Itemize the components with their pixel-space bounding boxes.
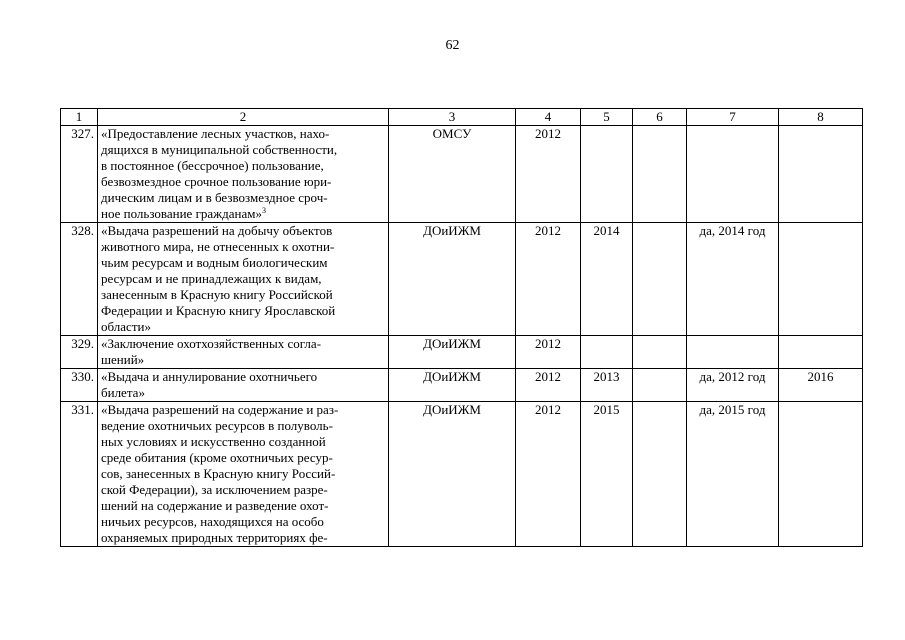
electronic-form-year — [687, 126, 779, 223]
row-number: 328. — [61, 223, 98, 336]
service-name-line: чьим ресурсам и водным биологическим — [101, 255, 328, 270]
service-name-line: животного мира, не отнесенных к охотни- — [101, 239, 335, 254]
column-header: 2 — [98, 109, 389, 126]
footnote-mark: 3 — [262, 206, 266, 215]
year-col-5: 2015 — [581, 402, 633, 547]
service-name-line: сов, занесенных в Красную книгу Россий- — [101, 466, 336, 481]
table-row — [61, 402, 863, 547]
service-name — [98, 402, 389, 547]
year-col-8 — [779, 126, 863, 223]
service-name-line: «Заключение охотхозяйственных согла- — [101, 336, 322, 351]
col-6 — [633, 369, 687, 402]
service-name-line: дическим лицам и в безвозмездное сроч- — [101, 190, 328, 205]
service-name-line: ничьих ресурсов, находящихся на особо — [101, 514, 324, 529]
service-name-line: «Выдача и аннулирование охотничьего — [101, 369, 318, 384]
service-name — [98, 223, 389, 336]
responsible-body: ДОиИЖМ — [389, 223, 516, 336]
column-header: 6 — [633, 109, 687, 126]
electronic-form-year: да, 2012 год — [687, 369, 779, 402]
year-col-8 — [779, 402, 863, 547]
responsible-body: ДОиИЖМ — [389, 402, 516, 547]
service-name-line: области» — [101, 319, 151, 334]
service-name-line: шений на содержание и разведение охот- — [101, 498, 329, 513]
year-col-5: 2014 — [581, 223, 633, 336]
service-name-line: «Предоставление лесных участков, нахо- — [101, 126, 330, 141]
col-6 — [633, 336, 687, 369]
service-name-line: шений» — [101, 352, 145, 367]
service-name-line: «Выдача разрешений на добычу объектов — [101, 223, 333, 238]
year-col-8: 2016 — [779, 369, 863, 402]
responsible-body: ДОиИЖМ — [389, 336, 516, 369]
column-header: 7 — [687, 109, 779, 126]
column-header: 5 — [581, 109, 633, 126]
table-header-row — [61, 109, 863, 126]
service-name-line: среде обитания (кроме охотничьих ресур- — [101, 450, 333, 465]
col-6 — [633, 126, 687, 223]
year-col-8 — [779, 223, 863, 336]
service-name-line: ное пользование гражданам» — [101, 206, 262, 221]
col-6 — [633, 223, 687, 336]
page-number: 62 — [445, 38, 460, 53]
service-name-line: билета» — [101, 385, 145, 400]
table-row — [61, 223, 863, 336]
electronic-form-year: да, 2015 год — [687, 402, 779, 547]
col-6 — [633, 402, 687, 547]
year-col-8 — [779, 336, 863, 369]
electronic-form-year — [687, 336, 779, 369]
row-number: 330. — [61, 369, 98, 402]
service-name-line: ведение охотничьих ресурсов в полуволь- — [101, 418, 333, 433]
row-number: 327. — [61, 126, 98, 223]
year-col-4: 2012 — [516, 336, 581, 369]
service-name-line: Федерации и Красную книгу Ярославской — [101, 303, 336, 318]
service-name-line: безвозмездное срочное пользование юри- — [101, 174, 332, 189]
year-col-5 — [581, 336, 633, 369]
table-body — [61, 109, 863, 547]
electronic-form-year: да, 2014 год — [687, 223, 779, 336]
service-name-line: ных условиях и искусственно созданной — [101, 434, 326, 449]
table-row — [61, 126, 863, 223]
service-name-line: занесенным в Красную книгу Российской — [101, 287, 333, 302]
year-col-4: 2012 — [516, 126, 581, 223]
services-table — [60, 108, 863, 547]
service-name — [98, 126, 389, 223]
year-col-5: 2013 — [581, 369, 633, 402]
column-header: 8 — [779, 109, 863, 126]
table-row — [61, 369, 863, 402]
year-col-5 — [581, 126, 633, 223]
service-name-line: в постоянное (бессрочное) пользование, — [101, 158, 324, 173]
service-name — [98, 369, 389, 402]
service-name-line: охраняемых природных территориях фе- — [101, 530, 328, 545]
year-col-4: 2012 — [516, 402, 581, 547]
year-col-4: 2012 — [516, 369, 581, 402]
row-number: 331. — [61, 402, 98, 547]
responsible-body: ДОиИЖМ — [389, 369, 516, 402]
row-number: 329. — [61, 336, 98, 369]
table-row — [61, 336, 863, 369]
service-name-line: дящихся в муниципальной собственности, — [101, 142, 338, 157]
year-col-4: 2012 — [516, 223, 581, 336]
column-header: 1 — [61, 109, 98, 126]
service-name — [98, 336, 389, 369]
responsible-body: ОМСУ — [389, 126, 516, 223]
column-header: 3 — [389, 109, 516, 126]
service-name-line: ресурсам и не принадлежащих к видам, — [101, 271, 322, 286]
service-name-line: ской Федерации), за исключением разре- — [101, 482, 328, 497]
service-name-line: «Выдача разрешений на содержание и раз- — [101, 402, 339, 417]
column-header: 4 — [516, 109, 581, 126]
